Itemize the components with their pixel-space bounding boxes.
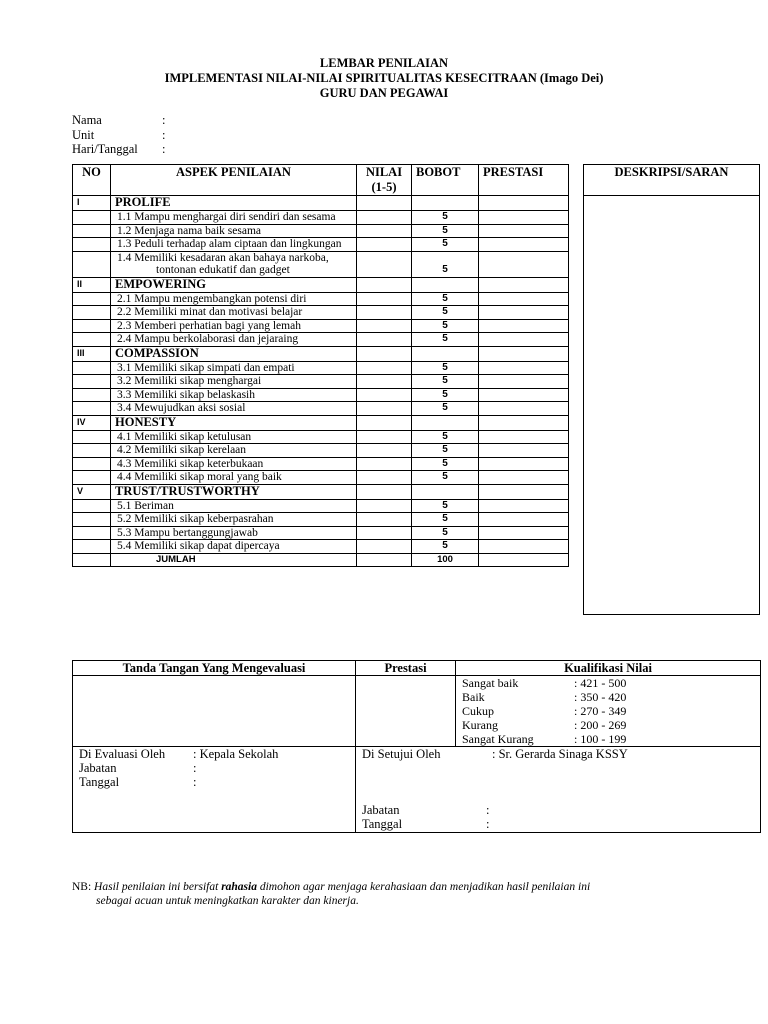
prestasi-cell[interactable] — [479, 224, 569, 238]
sig-space — [73, 676, 356, 747]
bobot-value: 5 — [412, 471, 479, 485]
header-aspek: ASPEK PENILAIAN — [111, 165, 357, 196]
table-row — [73, 444, 569, 458]
nilai-total-cell[interactable] — [357, 553, 412, 567]
prestasi-total-cell[interactable] — [479, 553, 569, 567]
aspect-text: 2.1 Mampu mengembangkan potensi diri — [111, 292, 357, 306]
bobot-value: 5 — [412, 333, 479, 347]
bobot-value: 5 — [412, 499, 479, 513]
section-row — [73, 484, 569, 499]
no-cell — [73, 499, 111, 513]
prestasi-cell[interactable] — [479, 457, 569, 471]
identity-nama: Nama : — [72, 113, 166, 127]
jumlah-row — [73, 553, 569, 567]
prestasi-cell[interactable] — [479, 526, 569, 540]
kualifikasi-item: Cukup : 270 - 349 — [462, 704, 627, 718]
nilai-cell[interactable] — [357, 484, 412, 499]
aspect-text: 3.4 Mewujudkan aksi sosial — [111, 402, 357, 416]
table-row — [73, 224, 569, 238]
table-row — [73, 526, 569, 540]
nilai-cell[interactable] — [357, 238, 412, 252]
section-row — [73, 196, 569, 211]
no-cell — [73, 319, 111, 333]
section-title: TRUST/TRUSTWORTHY — [111, 484, 357, 499]
no-cell — [73, 444, 111, 458]
doc-title-line1: LEMBAR PENILAIAN — [319, 56, 449, 70]
aspect-text: 4.1 Memiliki sikap ketulusan — [111, 430, 357, 444]
aspect-text: 4.2 Memiliki sikap kerelaan — [111, 444, 357, 458]
kualifikasi-item: Kurang : 200 - 269 — [462, 718, 627, 732]
table-row — [73, 319, 569, 333]
aspect-text: 4.3 Memiliki sikap keterbukaan — [111, 457, 357, 471]
bobot-value: 5 — [412, 526, 479, 540]
prestasi-cell[interactable] — [479, 402, 569, 416]
nilai-cell[interactable] — [357, 430, 412, 444]
no-cell — [73, 402, 111, 416]
nilai-cell[interactable] — [357, 457, 412, 471]
no-cell — [73, 457, 111, 471]
bobot-value: 5 — [412, 238, 479, 252]
nilai-cell[interactable] — [357, 415, 412, 430]
aspect-text: 3.1 Memiliki sikap simpati dan empati — [111, 361, 357, 375]
prestasi-cell[interactable] — [479, 499, 569, 513]
nilai-cell[interactable] — [357, 292, 412, 306]
prestasi-cell[interactable] — [479, 444, 569, 458]
prestasi-cell[interactable] — [479, 513, 569, 527]
no-cell — [73, 238, 111, 252]
no-cell — [73, 292, 111, 306]
bobot-cell — [412, 346, 479, 361]
table-row — [73, 211, 569, 225]
table-row — [73, 513, 569, 527]
prestasi-cell[interactable] — [479, 251, 569, 277]
nilai-cell[interactable] — [357, 361, 412, 375]
doc-title-line3: GURU DAN PEGAWAI — [319, 86, 449, 100]
bobot-value: 5 — [412, 224, 479, 238]
aspect-text: 5.2 Memiliki sikap keberpasrahan — [111, 513, 357, 527]
evaluasi-block: Di Evaluasi Oleh : Kepala Sekolah Jabatan : Tanggal : — [73, 747, 356, 833]
prestasi-cell[interactable] — [479, 196, 569, 211]
nilai-cell[interactable] — [357, 224, 412, 238]
nilai-cell[interactable] — [357, 251, 412, 277]
nilai-cell[interactable] — [357, 402, 412, 416]
section-row — [73, 277, 569, 292]
bobot-cell — [412, 196, 479, 211]
prestasi-cell[interactable] — [479, 333, 569, 347]
table-row — [73, 292, 569, 306]
prestasi-cell[interactable] — [479, 388, 569, 402]
prestasi-cell[interactable] — [479, 540, 569, 554]
table-row — [73, 306, 569, 320]
prestasi-cell[interactable] — [479, 430, 569, 444]
prestasi-cell[interactable] — [479, 346, 569, 361]
bobot-cell — [412, 415, 479, 430]
bobot-value: 5 — [412, 361, 479, 375]
prestasi-cell[interactable] — [479, 277, 569, 292]
nilai-cell[interactable] — [357, 513, 412, 527]
nilai-cell[interactable] — [357, 346, 412, 361]
bobot-value: 5 — [412, 513, 479, 527]
bobot-value: 5 — [412, 306, 479, 320]
section-title: EMPOWERING — [111, 277, 357, 292]
nilai-cell[interactable] — [357, 196, 412, 211]
nilai-cell[interactable] — [357, 499, 412, 513]
aspect-text: 2.2 Memiliki minat dan motivasi belajar — [111, 306, 357, 320]
aspect-text: 4.4 Memiliki sikap moral yang baik — [111, 471, 357, 485]
table-row — [73, 251, 569, 277]
bobot-cell — [412, 277, 479, 292]
prestasi-cell[interactable] — [479, 375, 569, 389]
kualifikasi-list — [456, 676, 761, 747]
no-cell — [73, 471, 111, 485]
sig-header-tanda: Tanda Tangan Yang Mengevaluasi — [73, 661, 356, 676]
prestasi-cell[interactable] — [479, 211, 569, 225]
table-row — [73, 430, 569, 444]
bobot-value: 5 — [412, 457, 479, 471]
table-row — [73, 388, 569, 402]
section-number: I — [73, 196, 111, 211]
no-cell — [73, 306, 111, 320]
no-cell — [73, 251, 111, 277]
bobot-value: 5 — [412, 444, 479, 458]
sig-header-prestasi: Prestasi — [356, 661, 456, 676]
no-cell — [73, 526, 111, 540]
no-cell — [73, 430, 111, 444]
header-bobot: BOBOT — [412, 165, 479, 196]
bobot-value: 5 — [412, 292, 479, 306]
bobot-value: 5 — [412, 388, 479, 402]
prestasi-cell[interactable] — [479, 292, 569, 306]
nilai-cell[interactable] — [357, 319, 412, 333]
no-cell — [73, 540, 111, 554]
table-row — [73, 375, 569, 389]
header-no: NO — [73, 165, 111, 196]
nilai-cell[interactable] — [357, 306, 412, 320]
aspect-text: 1.1 Mampu menghargai diri sendiri dan sesama — [111, 211, 357, 225]
table-row — [73, 361, 569, 375]
prestasi-cell[interactable] — [479, 484, 569, 499]
kualifikasi-item: Sangat Kurang : 100 - 199 — [462, 732, 627, 746]
aspect-text: 2.4 Mampu berkolaborasi dan jejaraing — [111, 333, 357, 347]
aspect-text: 1.3 Peduli terhadap alam ciptaan dan lingkungan — [111, 238, 357, 252]
bobot-value: 5 — [412, 211, 479, 225]
bobot-value: 5 — [412, 402, 479, 416]
bobot-value: 5 — [412, 540, 479, 554]
no-cell — [73, 333, 111, 347]
section-number: V — [73, 484, 111, 499]
prestasi-cell[interactable] — [479, 415, 569, 430]
no-cell — [73, 388, 111, 402]
jumlah-bobot: 100 — [412, 553, 479, 567]
header-prestasi: PRESTASI — [479, 165, 569, 196]
identity-unit: Unit : — [72, 128, 166, 142]
no-cell — [73, 224, 111, 238]
table-row — [73, 457, 569, 471]
doc-title-line2: IMPLEMENTASI NILAI-NILAI SPIRITUALITAS KESECITRAAN (Imago Dei) — [164, 71, 604, 85]
prestasi-cell[interactable] — [479, 238, 569, 252]
table-row — [73, 540, 569, 554]
prestasi-cell[interactable] — [479, 361, 569, 375]
prestasi-cell[interactable] — [479, 306, 569, 320]
footnote: NB: Hasil penilaian ini bersifat rahasia dimohon agar menjaga kerahasiaan dan menjadikan hasil penilaian ini sebagai acuan untuk meningkatkan karakter dan kinerja. — [72, 881, 591, 907]
no-cell — [73, 375, 111, 389]
signature-table — [72, 660, 761, 833]
nilai-cell[interactable] — [357, 540, 412, 554]
kualifikasi-item: Baik : 350 - 420 — [462, 690, 627, 704]
nilai-cell[interactable] — [357, 333, 412, 347]
nilai-cell[interactable] — [357, 388, 412, 402]
table-row — [73, 499, 569, 513]
no-cell — [73, 211, 111, 225]
prestasi-cell[interactable] — [479, 319, 569, 333]
section-title: HONESTY — [111, 415, 357, 430]
prestasi-cell[interactable] — [479, 471, 569, 485]
identity-hari-tanggal: Hari/Tanggal : — [72, 142, 166, 156]
kualifikasi-item: Sangat baik : 421 - 500 — [462, 676, 627, 690]
bobot-value: 5 — [412, 375, 479, 389]
setujui-block: Di Setujui Oleh : Sr. Gerarda Sinaga KSSY Jabatan : Tanggal : — [356, 747, 761, 833]
section-number: III — [73, 346, 111, 361]
section-number: II — [73, 277, 111, 292]
no-cell — [73, 361, 111, 375]
section-row — [73, 346, 569, 361]
aspect-text: 1.4 Memiliki kesadaran akan bahaya narkoba, tontonan edukatif dan gadget — [111, 251, 357, 277]
nilai-cell[interactable] — [357, 526, 412, 540]
aspect-text: 2.3 Memberi perhatian bagi yang lemah — [111, 319, 357, 333]
table-row — [73, 471, 569, 485]
aspect-text: 1.2 Menjaga nama baik sesama — [111, 224, 357, 238]
aspect-text: 3.2 Memiliki sikap menghargai — [111, 375, 357, 389]
table-row — [73, 402, 569, 416]
sig-header-kualifikasi: Kualifikasi Nilai — [456, 661, 761, 676]
nilai-cell[interactable] — [357, 211, 412, 225]
nilai-cell[interactable] — [357, 277, 412, 292]
bobot-cell — [412, 484, 479, 499]
section-row — [73, 415, 569, 430]
nilai-cell[interactable] — [357, 444, 412, 458]
section-title: PROLIFE — [111, 196, 357, 211]
aspect-text: 5.4 Memiliki sikap dapat dipercaya — [111, 540, 357, 554]
aspect-text: 3.3 Memiliki sikap belaskasih — [111, 388, 357, 402]
header-nilai: NILAI (1-5) — [357, 165, 412, 196]
table-row — [73, 333, 569, 347]
bobot-value: 5 — [412, 319, 479, 333]
jumlah-label: JUMLAH — [111, 553, 357, 567]
aspect-text: 5.3 Mampu bertanggungjawab — [111, 526, 357, 540]
nilai-cell[interactable] — [357, 471, 412, 485]
aspect-text: 5.1 Beriman — [111, 499, 357, 513]
section-number: IV — [73, 415, 111, 430]
bobot-value: 5 — [412, 430, 479, 444]
prestasi-space — [356, 676, 456, 747]
deskripsi-column — [583, 164, 760, 615]
no-cell — [73, 513, 111, 527]
assessment-table — [72, 164, 569, 567]
section-title: COMPASSION — [111, 346, 357, 361]
no-cell — [73, 553, 111, 567]
header-deskripsi: DESKRIPSI/SARAN — [584, 165, 759, 196]
table-row — [73, 238, 569, 252]
nilai-cell[interactable] — [357, 375, 412, 389]
bobot-value: 5 — [412, 251, 479, 277]
